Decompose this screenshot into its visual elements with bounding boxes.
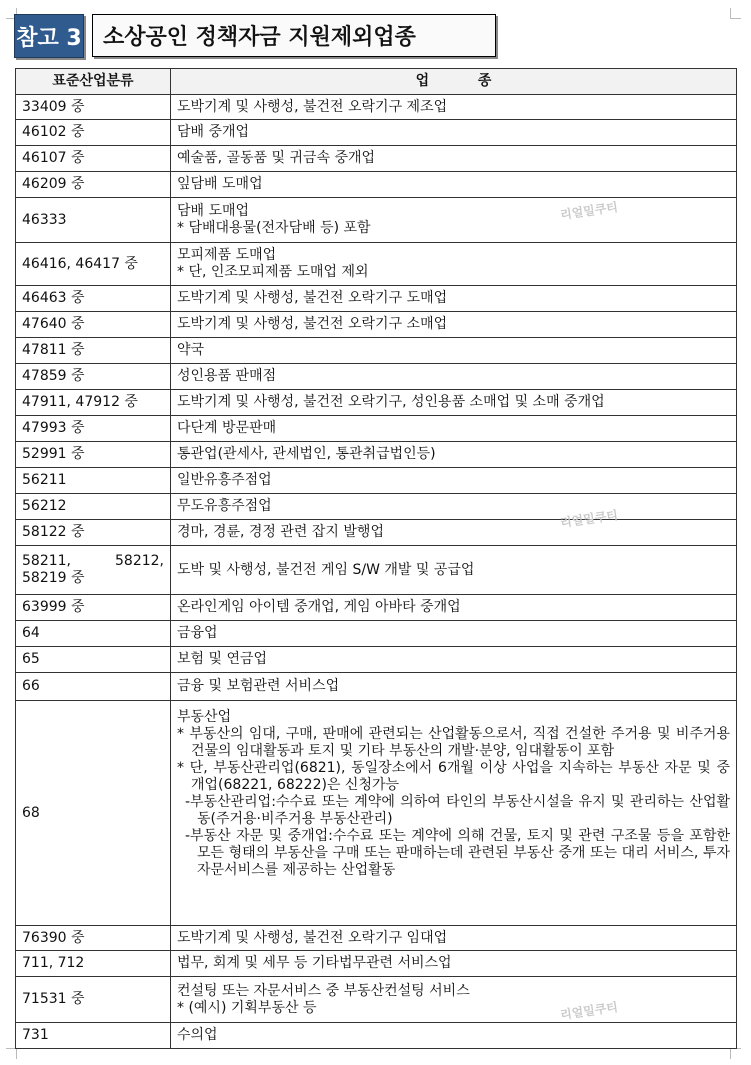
- industry-description: [171, 494, 737, 520]
- industry-code: 47811 중: [16, 338, 171, 364]
- description-line: 도박기계 및 사행성, 불건전 오락기구 임대업: [177, 929, 448, 946]
- industry-code: 66: [16, 673, 171, 701]
- description-line: 경마, 경륜, 경정 관련 잡지 발행업: [177, 524, 384, 540]
- industry-description: [171, 701, 737, 926]
- column-header-industry: 업 종: [171, 69, 737, 95]
- industry-description: [171, 595, 737, 621]
- excluded-industries-table: [15, 68, 737, 1049]
- table-row: [16, 120, 737, 146]
- description-line: 법무, 회계 및 세무 등 기타법무관련 서비스업: [177, 955, 452, 971]
- description-line: 도박기계 및 사행성, 불건전 오락기구 도매업: [177, 290, 448, 306]
- description-line: 무도유흥주점업: [177, 498, 272, 514]
- industry-code: 65: [16, 647, 171, 673]
- watermark: 리얼밀쿠티: [559, 1000, 619, 1022]
- column-header-code: 표준산업분류: [16, 69, 171, 95]
- industry-code: 46333: [16, 198, 171, 243]
- description-line: 도박기계 및 사행성, 불건전 오락기구, 성인용품 소매업 및 소매 중개업: [177, 394, 605, 410]
- industry-code: 71531 중: [16, 977, 171, 1023]
- industry-description: [171, 621, 737, 647]
- description-line: 보험 및 연금업: [177, 651, 268, 667]
- table-row: [16, 1023, 737, 1049]
- industry-description: [171, 468, 737, 494]
- description-line: -부동산관리업:수수료 또는 계약에 의하여 타인의 부동산시설을 유지 및 관리하는 산업활동(주거용·비주거용 부동산관리): [185, 794, 730, 827]
- page-title: 소상공인 정책자금 지원제외업종: [92, 14, 496, 57]
- industry-code: 68: [16, 701, 171, 926]
- industry-description: [171, 520, 737, 546]
- industry-description: [171, 95, 737, 120]
- table-row: [16, 338, 737, 364]
- table-row: [16, 701, 737, 926]
- table-row: [16, 390, 737, 416]
- industry-description: [171, 120, 737, 146]
- page-corner-mark: [730, 1048, 741, 1059]
- description-line: 온라인게임 아이템 중개업, 게임 아바타 중개업: [177, 599, 461, 615]
- table-row: [16, 95, 737, 120]
- industry-code: 47911, 47912 중: [16, 390, 171, 416]
- industry-description: [171, 673, 737, 701]
- industry-code: 76390 중: [16, 926, 171, 951]
- table-row: [16, 364, 737, 390]
- description-line: 도박기계 및 사행성, 불건전 오락기구 제조업: [177, 98, 448, 115]
- description-line: 부동산업: [177, 709, 232, 725]
- table-row: [16, 468, 737, 494]
- description-line: 수의업: [177, 1027, 218, 1043]
- industry-code: 46463 중: [16, 286, 171, 312]
- industry-code: 64: [16, 621, 171, 647]
- description-line: 모피제품 도매업: [177, 247, 277, 263]
- industry-code: 47640 중: [16, 312, 171, 338]
- industry-description: [171, 312, 737, 338]
- industry-description: [171, 338, 737, 364]
- description-line: 잎담배 도매업: [177, 176, 263, 192]
- industry-description: [171, 926, 737, 951]
- industry-description: [171, 647, 737, 673]
- industry-description: [171, 243, 737, 286]
- industry-description: [171, 416, 737, 442]
- description-line: 성인용품 판매점: [177, 368, 277, 384]
- description-line: * 부동산의 임대, 구매, 판매에 관련되는 산업활동으로서, 직접 건설한 주거용 및 비주거용 건물의 임대활동과 토지 및 기타 부동산의 개발·분양, 임대활동이 포함: [177, 726, 730, 759]
- table-row: [16, 673, 737, 701]
- table-row: [16, 286, 737, 312]
- description-line: 금융업: [177, 625, 218, 641]
- industry-code: 56211: [16, 468, 171, 494]
- industry-description: [171, 1023, 737, 1049]
- table-row: [16, 243, 737, 286]
- industry-code: 52991 중: [16, 442, 171, 468]
- description-line: 도박기계 및 사행성, 불건전 오락기구 소매업: [177, 316, 448, 332]
- description-line: 도박 및 사행성, 불건전 게임 S/W 개발 및 공급업: [177, 561, 475, 578]
- table-row: [16, 951, 737, 977]
- industry-description: [171, 198, 737, 243]
- industry-code: 47859 중: [16, 364, 171, 390]
- description-line: * (예시) 기획부동산 등: [177, 999, 317, 1016]
- industry-code: 63999 중: [16, 595, 171, 621]
- reference-badge: 참고 3: [14, 14, 84, 58]
- description-line: 담배 중개업: [177, 124, 250, 140]
- description-line: * 단, 부동산관리업(6821), 동일장소에서 6개월 이상 사업을 지속하는 부동산 자문 및 중개업(68221, 68222)은 신청가능: [177, 760, 730, 793]
- description-line: * 담배대용물(전자담배 등) 포함: [177, 220, 371, 236]
- description-line: 일반유흥주점업: [177, 472, 272, 488]
- industry-code: 731: [16, 1023, 171, 1049]
- table-row: [16, 172, 737, 198]
- watermark: 리얼밀쿠티: [559, 200, 619, 222]
- industry-code: 46102 중: [16, 120, 171, 146]
- description-line: 약국: [177, 342, 205, 358]
- industry-description: [171, 364, 737, 390]
- description-line: * 단, 인조모피제품 도매업 제외: [177, 264, 369, 280]
- description-line: 컨설팅 또는 자문서비스 중 부동산컨설팅 서비스: [177, 982, 470, 999]
- table-row: [16, 146, 737, 172]
- industry-code: 46107 중: [16, 146, 171, 172]
- description-line: 다단계 방문판매: [177, 420, 277, 436]
- industry-description: [171, 146, 737, 172]
- industry-code: 56212: [16, 494, 171, 520]
- industry-code: 711, 712: [16, 951, 171, 977]
- table-row: [16, 442, 737, 468]
- industry-code: 33409 중: [16, 95, 171, 120]
- description-line: 예술품, 골동품 및 귀금속 중개업: [177, 150, 376, 166]
- table-row: [16, 494, 737, 520]
- industry-code: 46209 중: [16, 172, 171, 198]
- table-row: [16, 520, 737, 546]
- description-line: -부동산 자문 및 중개업:수수료 또는 계약에 의해 건물, 토지 및 관련 구조물 등을 포함한 모든 형태의 부동산을 구매 또는 판매하는데 관련된 부동산 중개 또는 대리 서비스, 투자 자문서비스를 제공하는 산업활동: [185, 828, 730, 878]
- table-row: [16, 595, 737, 621]
- page-corner-mark: [6, 1048, 17, 1059]
- industry-description: [171, 442, 737, 468]
- description-line: 담배 도매업: [177, 203, 250, 219]
- table-row: [16, 416, 737, 442]
- table-row: [16, 647, 737, 673]
- table-row: [16, 977, 737, 1023]
- industry-code: 46416, 46417 중: [16, 243, 171, 286]
- industry-description: [171, 286, 737, 312]
- table-row: [16, 198, 737, 243]
- description-line: 금융 및 보험관련 서비스업: [177, 678, 340, 694]
- watermark: 리얼밀쿠티: [559, 508, 619, 530]
- table-row: [16, 621, 737, 647]
- table-row: [16, 926, 737, 951]
- industry-description: [171, 977, 737, 1023]
- page-corner-mark: [730, 8, 741, 19]
- industry-description: [171, 390, 737, 416]
- industry-code: 58122 중: [16, 520, 171, 546]
- industry-description: [171, 951, 737, 977]
- industry-description: [171, 546, 737, 595]
- industry-code: 47993 중: [16, 416, 171, 442]
- industry-description: [171, 172, 737, 198]
- industry-code: 58211, 58212, 58219 중: [16, 546, 171, 595]
- description-line: 통관업(관세사, 관세법인, 통관취급법인등): [177, 446, 436, 462]
- table-row: [16, 546, 737, 595]
- table-row: [16, 312, 737, 338]
